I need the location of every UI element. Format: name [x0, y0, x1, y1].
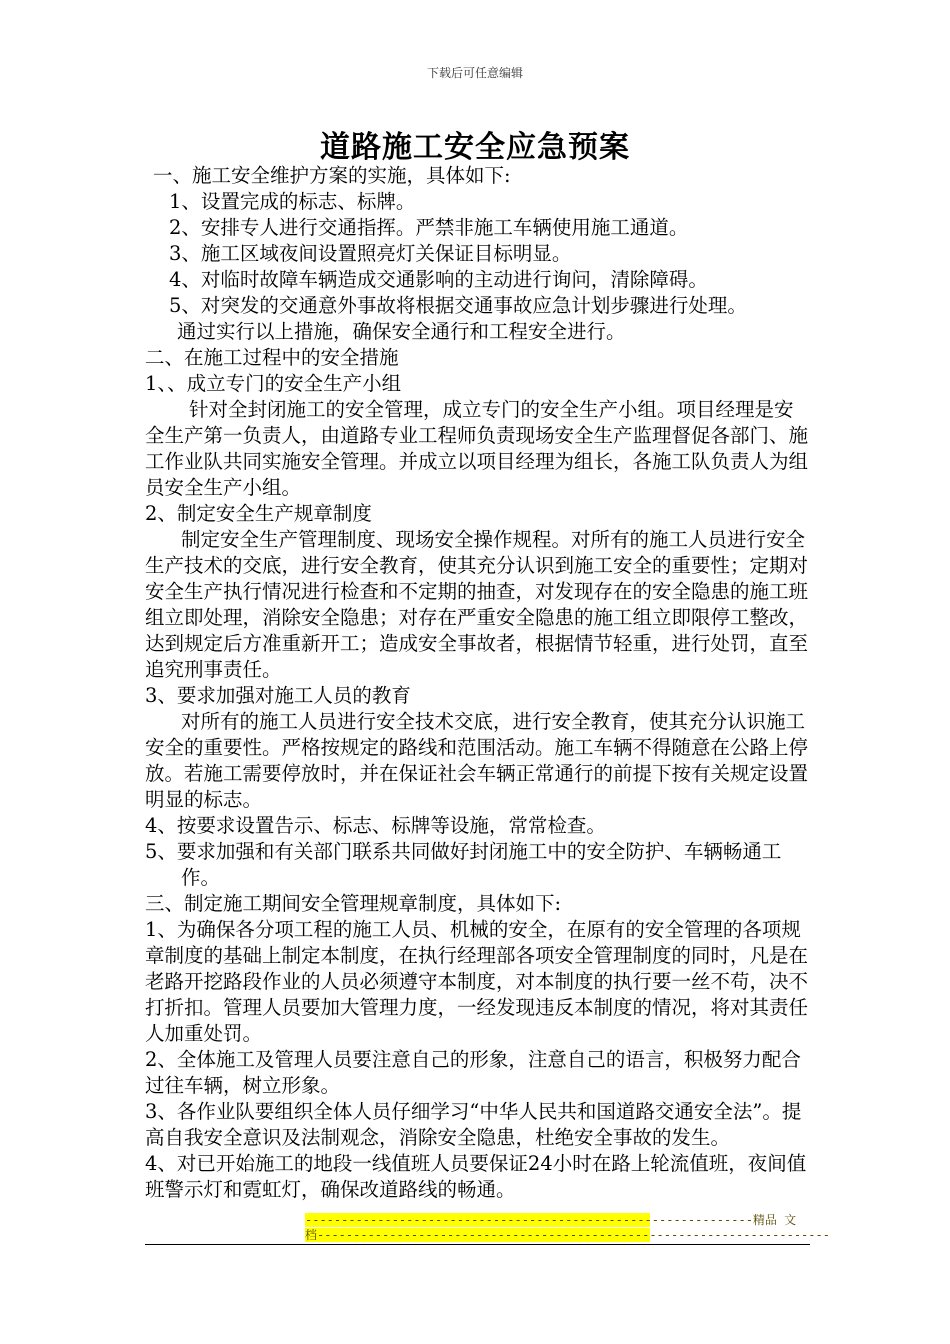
- paragraph: 3、要求加强对施工人员的教育: [145, 684, 411, 707]
- page-header: 下载后可任意编辑: [426, 66, 523, 80]
- paragraph: 1、为确保各分项工程的施工人员、机械的安全，在原有的安全管理的各项规章制度的基础上制定本制度，在执行经理部各项安全管理制度的同时，凡是在老路开挖路段作业的人员必须遵守本制度，对本制度的执行要一丝不苟，决不打折扣。管理人员要加大管理力度，一经发现违反本制度的情况，将对其责任人加重处罚。: [145, 918, 809, 1045]
- paragraph: 4、对已开始施工的地段一线值班人员要保证24小时在路上轮流值班，夜间值班警示灯和霓虹灯，确保改道路线的畅通。: [145, 1152, 807, 1201]
- paragraph: 2、全体施工及管理人员要注意自己的形象，注意自己的语言，积极努力配合过往车辆，树立形象。: [145, 1048, 801, 1097]
- footer-watermark-line-2: 档-----------------------------------------------------------------------: [305, 1228, 830, 1242]
- paragraph: 通过实行以上措施，确保安全通行和工程安全进行。: [177, 320, 626, 343]
- paragraph: 制定安全生产管理制度、现场安全操作规程。对所有的施工人员进行安全生产技术的交底，进行安全教育，使其充分认识到施工安全的重要性；定期对安全生产执行情况进行检查和不定期的抽查，对发现存在的安全隐患的施工班组立即处理，消除安全隐患；对存在严重安全隐患的施工组立即限停工整改，达到规定后方准重新开工；造成安全事故者，根据情节轻重，进行处罚，直至追究刑事责任。: [145, 528, 809, 681]
- paragraph: 三、制定施工期间安全管理规章制度，具体如下:: [145, 892, 562, 915]
- paragraph: 1、设置完成的标志、标牌。: [169, 190, 416, 213]
- paragraph: 二、在施工过程中的安全措施: [145, 346, 399, 369]
- paragraph: 5、要求加强和有关部门联系共同做好封闭施工中的安全防护、车辆畅通工作。: [145, 840, 782, 889]
- paragraph: 5、对突发的交通意外事故将根据交通事故应急计划步骤进行处理。: [169, 294, 747, 317]
- document-title: 道路施工安全应急预案: [320, 130, 630, 165]
- footer-rule: [145, 1244, 810, 1245]
- paragraph: 4、对临时故障车辆造成交通影响的主动进行询问，清除障碍。: [169, 268, 708, 291]
- paragraph: 4、按要求设置告示、标志、标牌等设施，常常检查。: [145, 814, 606, 837]
- paragraph: 1、、成立专门的安全生产小组: [145, 372, 402, 395]
- paragraph: 3、施工区域夜间设置照亮灯关保证目标明显。: [169, 242, 572, 265]
- paragraph: 2、制定安全生产规章制度: [145, 502, 372, 525]
- paragraph: 2、安排专人进行交通指挥。严禁非施工车辆使用施工通道。: [169, 216, 689, 239]
- footer-watermark-line-1: --------------------------------------------------------------精品 文: [305, 1213, 797, 1227]
- paragraph: 一、施工安全维护方案的实施，具体如下:: [153, 164, 511, 187]
- paragraph: 针对全封闭施工的安全管理，成立专门的安全生产小组。项目经理是安全生产第一负责人，由道路专业工程师负责现场安全生产监理督促各部门、施工作业队共同实施安全管理。并成立以项目经理为组长，各施工队负责人为组员安全生产小组。: [145, 398, 809, 499]
- paragraph: 对所有的施工人员进行安全技术交底，进行安全教育，使其充分认识施工安全的重要性。严格按规定的路线和范围活动。施工车辆不得随意在公路上停放。若施工需要停放时，并在保证社会车辆正常通行的前提下按有关规定设置明显的标志。: [145, 710, 809, 811]
- document-body: [145, 163, 810, 1203]
- paragraph: 3、各作业队要组织全体人员仔细学习“中华人民共和国道路交通安全法”。提高自我安全意识及法制观念，消除安全隐患，杜绝安全事故的发生。: [145, 1100, 802, 1149]
